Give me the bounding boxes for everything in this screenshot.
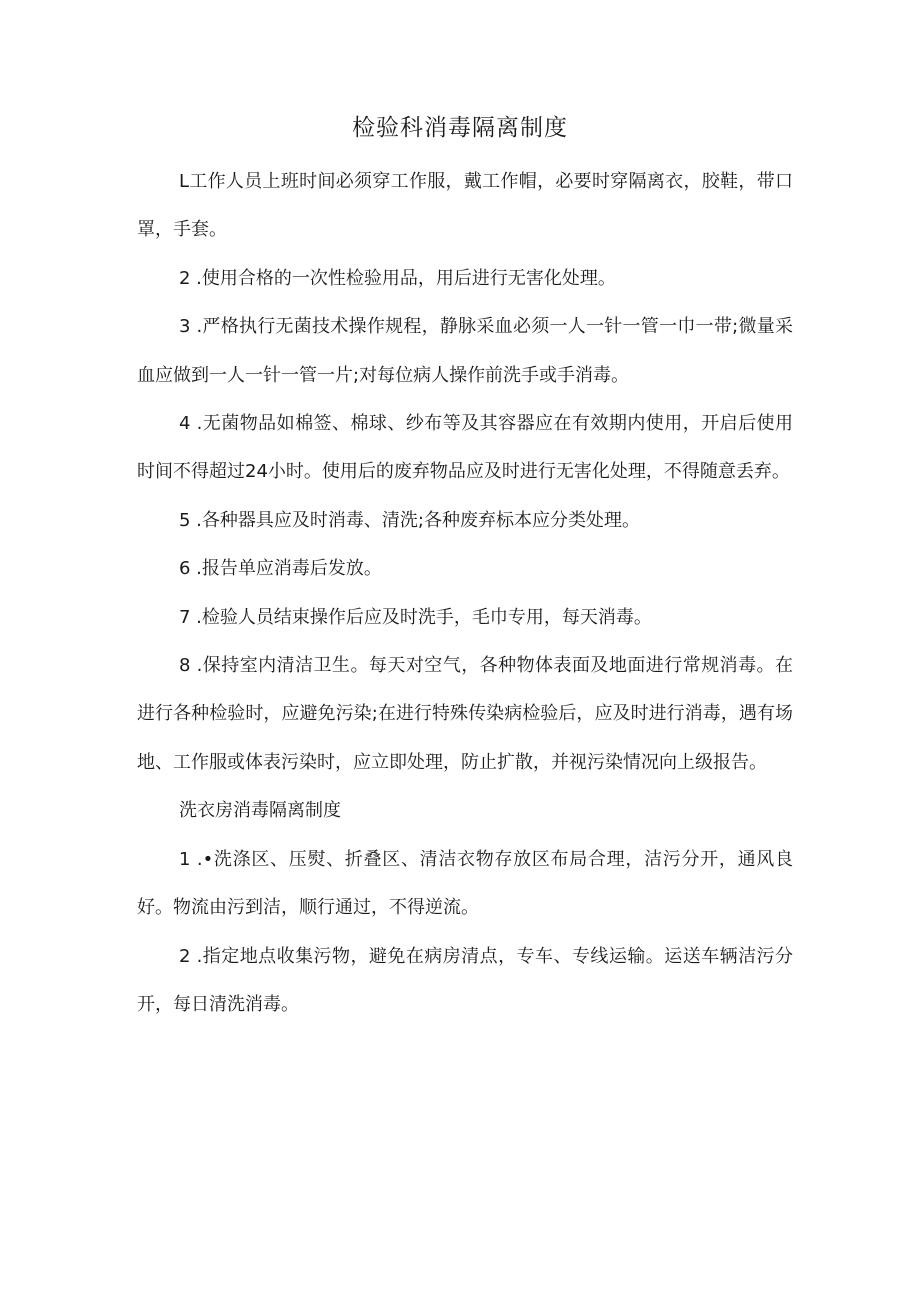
section-heading: 洗衣房消毒隔离制度 — [179, 800, 341, 822]
paragraph-4: 4 .无菌物品如棉签、棉球、纱布等及其容器应在有效期内使用，开启后使用时间不得超过24小时。使用后的废弃物品应及时进行无害化处理，不得随意丢弃。 — [137, 413, 793, 483]
paragraph-8: 8 .保持室内清洁卫生。每天对空气，各种物体表面及地面进行常规消毒。在进行各种检验时，应避免污染;在进行特殊传染病检验后，应及时进行消毒，遇有场地、工作服或体表污染时，应立即处理，防止扩散，并视污染情况向上级报告。 — [137, 655, 793, 773]
section2-paragraph-1: 1 .•洗涤区、压熨、折叠区、清洁衣物存放区布局合理，洁污分开，通风良好。物流由污到洁，顺行通过，不得逆流。 — [137, 848, 793, 919]
paragraph-6: 6 .报告单应消毒后发放。 — [179, 558, 382, 580]
paragraph-3: 3 .严格执行无菌技术操作规程，静脉采血必须一人一针一管一巾一带;微量采血应做到一人一针一管一片;对每位病人操作前洗手或手消毒。 — [137, 316, 793, 386]
section2-paragraph-2: 2 .指定地点收集污物，避免在病房清点，专车、专线运输。运送车辆洁污分开，每日清洗消毒。 — [137, 945, 793, 1015]
paragraph-2: 2 .使用合格的一次性检验用品，用后进行无害化处理。 — [179, 267, 616, 289]
paragraph-1: L工作人员上班时间必须穿工作服，戴工作帽，必要时穿隔离衣，胶鞋，带口罩，手套。 — [137, 171, 793, 241]
paragraph-5: 5 .各种器具应及时消毒、清洗;各种废弃标本应分类处理。 — [179, 509, 640, 531]
page-title: 检验科消毒隔离制度 — [352, 115, 568, 141]
document-body — [137, 158, 793, 1029]
paragraph-7: 7 .检验人员结束操作后应及时洗手，毛巾专用，每天消毒。 — [179, 606, 652, 628]
